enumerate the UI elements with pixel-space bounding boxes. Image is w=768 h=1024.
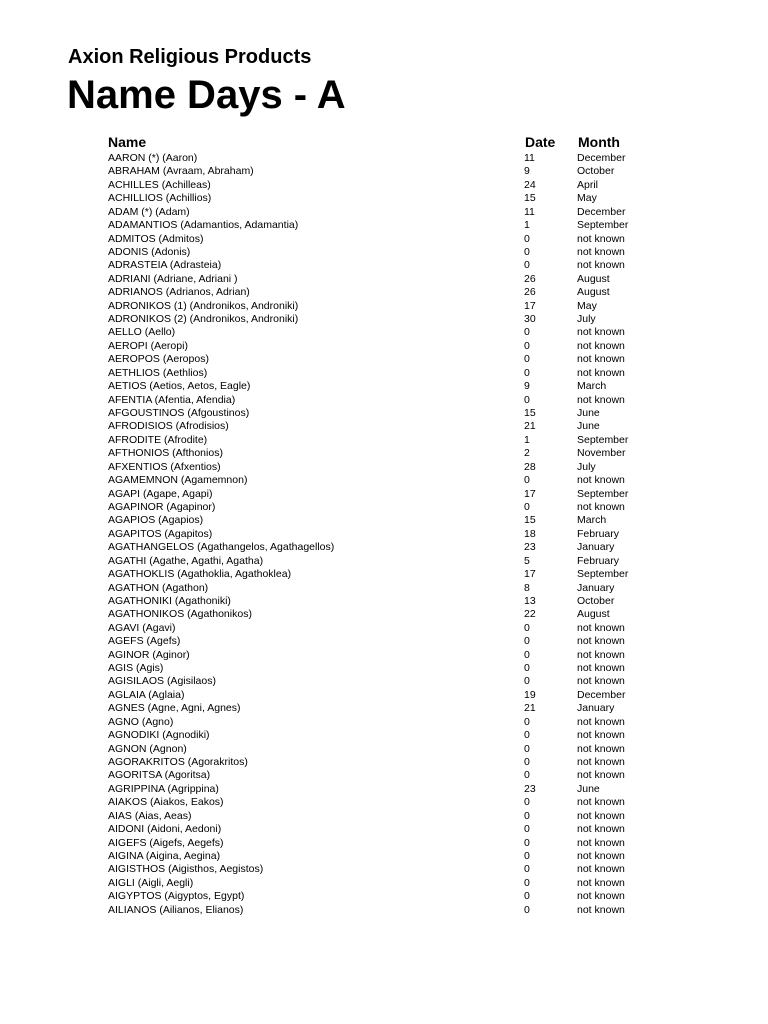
month-cell: September	[577, 433, 629, 446]
month-cell: January	[577, 702, 615, 715]
table-row	[0, 823, 768, 836]
month-cell: not known	[577, 796, 625, 809]
date-cell: 0	[524, 849, 530, 862]
table-row	[0, 555, 768, 568]
month-cell: not known	[577, 742, 625, 755]
date-cell: 23	[524, 782, 536, 795]
date-cell: 0	[524, 500, 530, 513]
name-cell: AGATHON (Agathon)	[108, 581, 209, 594]
table-row	[0, 716, 768, 729]
name-cell: AGATHI (Agathe, Agathi, Agatha)	[108, 554, 264, 567]
name-cell: AGNES (Agne, Agni, Agnes)	[108, 702, 241, 715]
month-cell: not known	[577, 648, 625, 661]
table-row	[0, 810, 768, 823]
name-cell: AEROPOS (Aeropos)	[108, 353, 209, 366]
month-cell: not known	[577, 245, 625, 258]
name-cell: AGATHONIKOS (Agathonikos)	[108, 608, 252, 621]
column-header-name: Name	[108, 134, 147, 150]
date-cell: 0	[524, 635, 530, 648]
name-cell: AGAPINOR (Agapinor)	[108, 500, 216, 513]
table-row	[0, 434, 768, 447]
name-cell: AELLO (Aello)	[108, 326, 176, 339]
month-cell: September	[577, 568, 629, 581]
name-cell: ADRONIKOS (1) (Andronikos, Androniki)	[108, 299, 299, 312]
name-cell: AGAPIOS (Agapios)	[108, 514, 204, 527]
date-cell: 0	[524, 769, 530, 782]
name-days-table	[0, 152, 768, 917]
table-row	[0, 192, 768, 205]
month-cell: March	[577, 514, 607, 527]
date-cell: 8	[524, 581, 530, 594]
date-cell: 13	[524, 594, 536, 607]
date-cell: 0	[524, 366, 530, 379]
date-cell: 0	[524, 245, 530, 258]
month-cell: not known	[577, 769, 625, 782]
date-cell: 15	[524, 407, 536, 420]
table-row	[0, 743, 768, 756]
date-cell: 0	[524, 339, 530, 352]
date-cell: 0	[524, 890, 530, 903]
date-cell: 1	[524, 433, 530, 446]
name-cell: AFRODITE (Afrodite)	[108, 433, 208, 446]
table-row	[0, 675, 768, 688]
name-cell: AGNON (Agnon)	[108, 742, 187, 755]
table-row	[0, 649, 768, 662]
name-cell: ADRONIKOS (2) (Andronikos, Androniki)	[108, 313, 299, 326]
date-cell: 0	[524, 742, 530, 755]
date-cell: 0	[524, 474, 530, 487]
month-cell: June	[577, 407, 600, 420]
date-cell: 0	[524, 326, 530, 339]
table-row	[0, 769, 768, 782]
table-row	[0, 783, 768, 796]
table-row	[0, 662, 768, 675]
table-row	[0, 407, 768, 420]
name-cell: AIGEFS (Aigefs, Aegefs)	[108, 836, 224, 849]
month-cell: not known	[577, 232, 625, 245]
table-row	[0, 300, 768, 313]
month-cell: not known	[577, 903, 625, 916]
month-cell: October	[577, 165, 615, 178]
table-row	[0, 514, 768, 527]
date-cell: 5	[524, 554, 530, 567]
name-cell: AGIS (Agis)	[108, 662, 164, 675]
date-cell: 11	[524, 152, 535, 164]
date-cell: 0	[524, 675, 530, 688]
table-row	[0, 863, 768, 876]
date-cell: 0	[524, 353, 530, 366]
month-cell: January	[577, 541, 615, 554]
date-cell: 0	[524, 259, 530, 272]
name-cell: AEROPI (Aeropi)	[108, 339, 188, 352]
table-row	[0, 595, 768, 608]
name-cell: AGATHONIKI (Agathoniki)	[108, 594, 231, 607]
month-cell: May	[577, 192, 597, 205]
name-cell: AGAPITOS (Agapitos)	[108, 527, 213, 540]
month-cell: not known	[577, 500, 625, 513]
date-cell: 0	[524, 621, 530, 634]
date-cell: 0	[524, 876, 530, 889]
month-cell: not known	[577, 366, 625, 379]
month-cell: not known	[577, 863, 625, 876]
month-cell: September	[577, 219, 629, 232]
date-cell: 0	[524, 393, 530, 406]
page-title: Name Days - A	[67, 73, 346, 117]
name-cell: AGRIPPINA (Agrippina)	[108, 782, 219, 795]
date-cell: 17	[524, 299, 536, 312]
table-row	[0, 273, 768, 286]
name-cell: AGAMEMNON (Agamemnon)	[108, 474, 248, 487]
date-cell: 24	[524, 178, 536, 191]
table-row	[0, 877, 768, 890]
table-row	[0, 259, 768, 272]
month-cell: December	[577, 688, 626, 701]
name-cell: AGLAIA (Aglaia)	[108, 688, 185, 701]
name-cell: AFXENTIOS (Afxentios)	[108, 460, 221, 473]
name-cell: AFGOUSTINOS (Afgoustinos)	[108, 407, 250, 420]
month-cell: not known	[577, 326, 625, 339]
month-cell: not known	[577, 353, 625, 366]
month-cell: not known	[577, 715, 625, 728]
month-cell: February	[577, 554, 620, 567]
name-cell: AIGLI (Aigli, Aegli)	[108, 876, 194, 889]
month-cell: June	[577, 420, 600, 433]
table-row	[0, 461, 768, 474]
table-row	[0, 488, 768, 501]
date-cell: 2	[524, 447, 530, 460]
month-cell: February	[577, 527, 620, 540]
month-cell: April	[577, 178, 599, 191]
table-row	[0, 904, 768, 917]
table-row	[0, 796, 768, 809]
name-cell: AGORAKRITOS (Agorakritos)	[108, 755, 248, 768]
date-cell: 11	[524, 205, 535, 218]
month-cell: not known	[577, 474, 625, 487]
name-cell: ACHILLES (Achilleas)	[108, 178, 211, 191]
date-cell: 0	[524, 836, 530, 849]
name-cell: AGATHOKLIS (Agathoklia, Agathoklea)	[108, 568, 292, 581]
name-cell: ADRASTEIA (Adrasteia)	[108, 259, 222, 272]
table-row	[0, 447, 768, 460]
date-cell: 9	[524, 380, 530, 393]
table-row	[0, 729, 768, 742]
date-cell: 15	[524, 514, 536, 527]
column-header-month: Month	[578, 134, 620, 150]
month-cell: August	[577, 608, 610, 621]
table-row	[0, 326, 768, 339]
table-row	[0, 394, 768, 407]
name-cell: ADAM (*) (Adam)	[108, 205, 190, 218]
table-row	[0, 501, 768, 514]
name-cell: AIGINA (Aigina, Aegina)	[108, 849, 221, 862]
month-cell: March	[577, 380, 607, 393]
month-cell: May	[577, 299, 597, 312]
table-row	[0, 541, 768, 554]
month-cell: November	[577, 447, 626, 460]
name-cell: AETIOS (Aetios, Aetos, Eagle)	[108, 380, 251, 393]
date-cell: 0	[524, 809, 530, 822]
name-cell: ADONIS (Adonis)	[108, 245, 191, 258]
date-cell: 1	[524, 219, 530, 232]
month-cell: not known	[577, 259, 625, 272]
table-row	[0, 702, 768, 715]
date-cell: 28	[524, 460, 536, 473]
name-cell: AGISILAOS (Agisilaos)	[108, 675, 216, 688]
month-cell: October	[577, 594, 615, 607]
table-row	[0, 568, 768, 581]
name-cell: AFRODISIOS (Afrodisios)	[108, 420, 229, 433]
date-cell: 0	[524, 729, 530, 742]
date-cell: 21	[524, 702, 536, 715]
table-row	[0, 165, 768, 178]
date-cell: 26	[524, 272, 536, 285]
table-row	[0, 837, 768, 850]
name-cell: AIGYPTOS (Aigyptos, Egypt)	[108, 890, 245, 903]
name-cell: AFENTIA (Afentia, Afendia)	[108, 393, 236, 406]
date-cell: 15	[524, 192, 536, 205]
month-cell: not known	[577, 729, 625, 742]
name-cell: AIGISTHOS (Aigisthos, Aegistos)	[108, 863, 264, 876]
date-cell: 0	[524, 755, 530, 768]
table-row	[0, 474, 768, 487]
date-cell: 23	[524, 541, 536, 554]
date-cell: 30	[524, 313, 536, 326]
date-cell: 18	[524, 527, 536, 540]
table-row	[0, 890, 768, 903]
table-row	[0, 353, 768, 366]
month-cell: December	[577, 152, 626, 164]
date-cell: 17	[524, 568, 536, 581]
table-header	[0, 134, 768, 154]
table-row	[0, 635, 768, 648]
table-row	[0, 608, 768, 621]
name-cell: AGAVI (Agavi)	[108, 621, 176, 634]
month-cell: not known	[577, 675, 625, 688]
month-cell: not known	[577, 876, 625, 889]
name-cell: AGNO (Agno)	[108, 715, 174, 728]
table-row	[0, 219, 768, 232]
date-cell: 26	[524, 286, 536, 299]
name-cell: AILIANOS (Ailianos, Elianos)	[108, 903, 244, 916]
date-cell: 0	[524, 648, 530, 661]
table-row	[0, 179, 768, 192]
company-name: Axion Religious Products	[68, 46, 312, 68]
name-cell: ADMITOS (Admitos)	[108, 232, 204, 245]
month-cell: August	[577, 286, 610, 299]
name-cell: ADRIANOS (Adrianos, Adrian)	[108, 286, 250, 299]
date-cell: 22	[524, 608, 536, 621]
name-cell: AGORITSA (Agoritsa)	[108, 769, 211, 782]
name-cell: AIAS (Aias, Aeas)	[108, 809, 192, 822]
name-cell: AIDONI (Aidoni, Aedoni)	[108, 823, 222, 836]
name-cell: ACHILLIOS (Achillios)	[108, 192, 212, 205]
date-cell: 17	[524, 487, 536, 500]
month-cell: not known	[577, 635, 625, 648]
name-cell: AFTHONIOS (Afthonios)	[108, 447, 223, 460]
month-cell: not known	[577, 755, 625, 768]
month-cell: July	[577, 313, 596, 326]
table-row	[0, 622, 768, 635]
name-cell: ADRIANI (Adriane, Adriani )	[108, 272, 238, 285]
month-cell: July	[577, 460, 596, 473]
name-cell: AGAPI (Agape, Agapi)	[108, 487, 213, 500]
table-row	[0, 313, 768, 326]
date-cell: 0	[524, 662, 530, 675]
date-cell: 0	[524, 823, 530, 836]
name-cell: AGEFS (Agefs)	[108, 635, 181, 648]
table-row	[0, 380, 768, 393]
month-cell: August	[577, 272, 610, 285]
date-cell: 21	[524, 420, 536, 433]
date-cell: 0	[524, 863, 530, 876]
month-cell: not known	[577, 809, 625, 822]
table-row	[0, 367, 768, 380]
table-row	[0, 420, 768, 433]
table-row	[0, 233, 768, 246]
name-cell: ABRAHAM (Avraam, Abraham)	[108, 165, 254, 178]
date-cell: 0	[524, 796, 530, 809]
month-cell: January	[577, 581, 615, 594]
month-cell: not known	[577, 890, 625, 903]
name-cell: AARON (*) (Aaron)	[108, 152, 198, 164]
column-header-date: Date	[525, 134, 556, 150]
name-cell: AIAKOS (Aiakos, Eakos)	[108, 796, 224, 809]
table-row	[0, 152, 768, 165]
table-row	[0, 206, 768, 219]
month-cell: not known	[577, 339, 625, 352]
month-cell: not known	[577, 849, 625, 862]
date-cell: 0	[524, 903, 530, 916]
name-cell: AGINOR (Aginor)	[108, 648, 190, 661]
name-cell: AETHLIOS (Aethlios)	[108, 366, 208, 379]
month-cell: not known	[577, 662, 625, 675]
month-cell: not known	[577, 836, 625, 849]
table-row	[0, 340, 768, 353]
date-cell: 9	[524, 165, 530, 178]
month-cell: not known	[577, 393, 625, 406]
table-row	[0, 756, 768, 769]
name-cell: AGNODIKI (Agnodiki)	[108, 729, 210, 742]
month-cell: not known	[577, 823, 625, 836]
month-cell: June	[577, 782, 600, 795]
table-row	[0, 850, 768, 863]
name-cell: AGATHANGELOS (Agathangelos, Agathagellos)	[108, 541, 335, 554]
month-cell: not known	[577, 621, 625, 634]
date-cell: 0	[524, 232, 530, 245]
table-row	[0, 246, 768, 259]
date-cell: 19	[524, 688, 536, 701]
name-cell: ADAMANTIOS (Adamantios, Adamantia)	[108, 219, 299, 232]
month-cell: September	[577, 487, 629, 500]
table-row	[0, 582, 768, 595]
table-row	[0, 286, 768, 299]
table-row	[0, 528, 768, 541]
date-cell: 0	[524, 715, 530, 728]
table-row	[0, 689, 768, 702]
month-cell: December	[577, 205, 626, 218]
